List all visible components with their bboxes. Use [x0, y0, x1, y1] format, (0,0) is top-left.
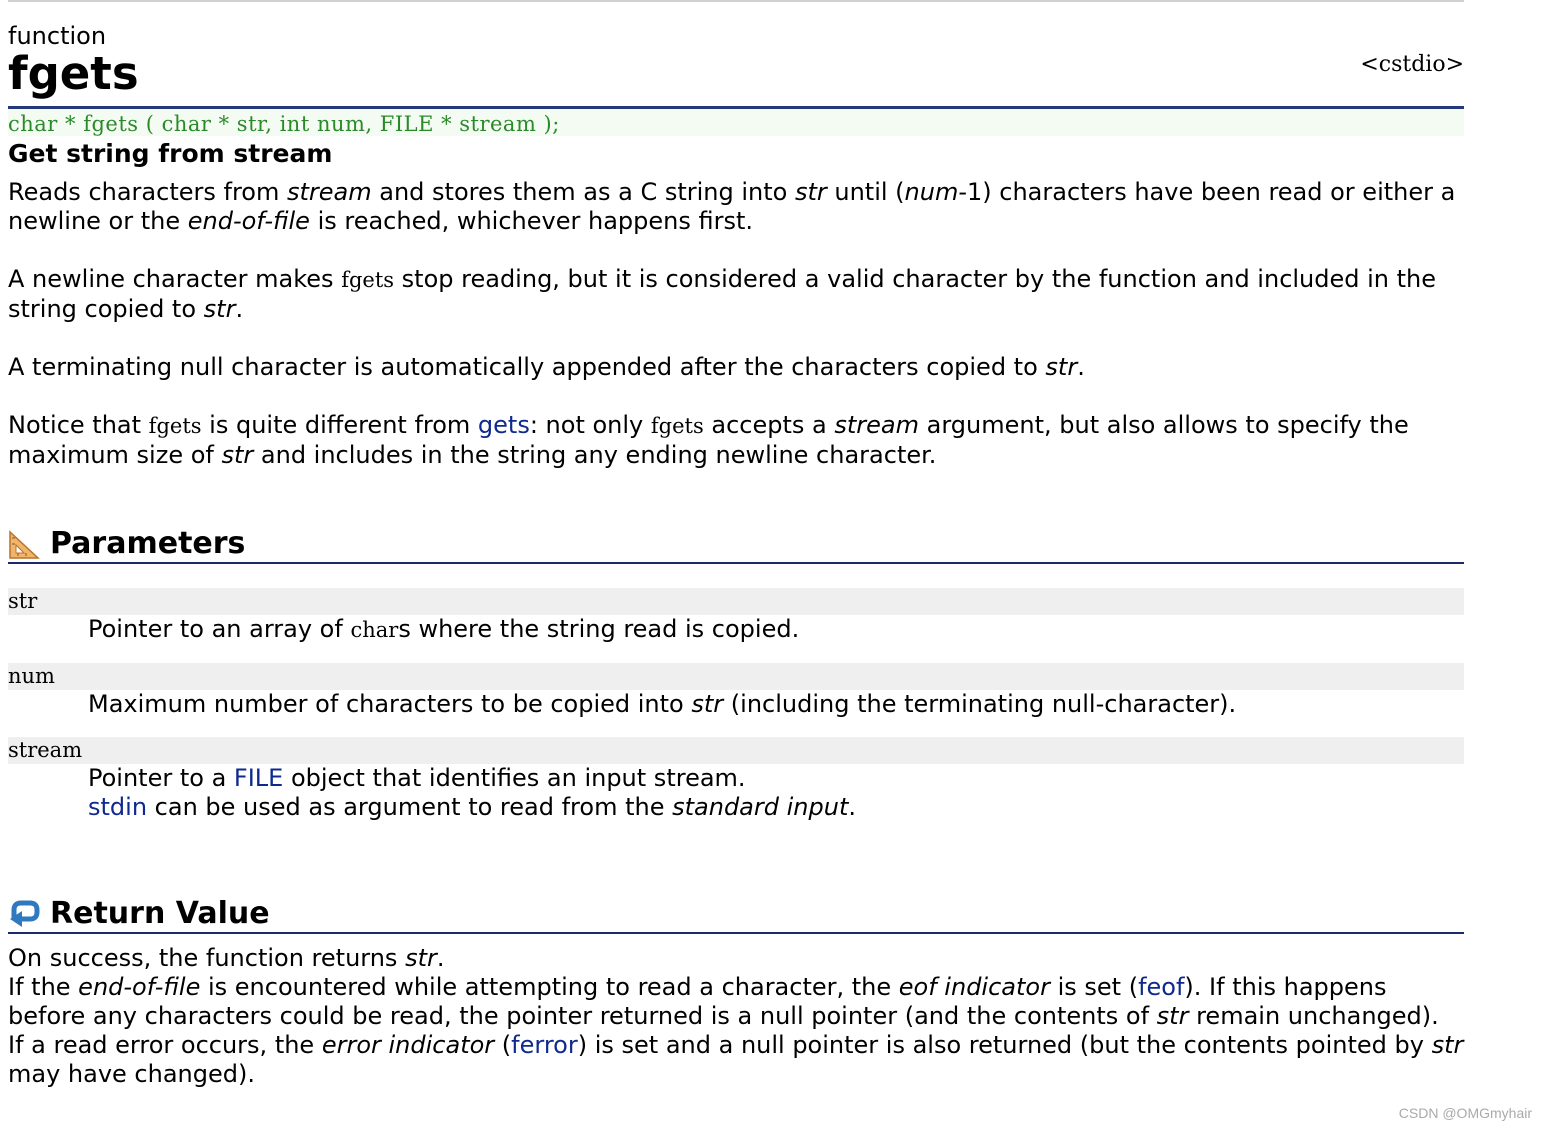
param-name: stream	[8, 737, 1464, 764]
stdin-link[interactable]: stdin	[88, 793, 148, 821]
param-description: Pointer to a FILE object that identifies an input stream. stdin can be used as argument to read from the standard input.	[88, 764, 856, 821]
function-signature: char * fgets ( char * str, int num, FILE * stream );	[8, 112, 560, 136]
gets-link[interactable]: gets	[477, 411, 530, 439]
top-divider	[8, 0, 1464, 2]
set-square-icon	[8, 528, 40, 560]
section-title: Parameters	[50, 526, 246, 561]
section-title: Return Value	[50, 896, 270, 931]
return-value-heading	[8, 894, 1464, 934]
param-str	[8, 588, 1464, 645]
return-value-text: On success, the function returns str. If the end-of-file is encountered while attempting to read a character, the eof indicator is set (feof). If this happens before any characters could be read, the pointer returned is a null pointer (and the contents of str remain unchanged). If a read error occurs, the error indicator (ferror) is set and a null pointer is also returned (but the contents pointed by str may have changed).	[8, 944, 1464, 1088]
description-paragraph: A terminating null character is automatically appended after the characters copied to str.	[8, 353, 1085, 381]
parameters-heading	[8, 524, 1464, 564]
watermark: CSDN @OMGmyhair	[1398, 1105, 1532, 1121]
description-paragraph: Reads characters from stream and stores them as a C string into str until (num-1) characters have been read or either a newline or the end-of-file is reached, whichever happens first.	[8, 178, 1456, 235]
description-paragraph: A newline character makes fgets stop reading, but it is considered a valid character by the function and included in the string copied to str.	[8, 265, 1437, 323]
param-description: Maximum number of characters to be copied into str (including the terminating null-character).	[88, 690, 1237, 718]
function-summary: Get string from stream	[8, 139, 333, 168]
return-arrow-icon	[8, 898, 40, 930]
param-stream	[8, 737, 1464, 822]
file-link[interactable]: FILE	[233, 764, 284, 792]
header-library-link[interactable]: <cstdio>	[1360, 52, 1464, 77]
param-description: Pointer to an array of chars where the string read is copied.	[88, 615, 800, 643]
entity-category: function	[8, 22, 107, 50]
param-name: num	[8, 663, 1464, 690]
signature-bar	[8, 106, 1464, 136]
ferror-link[interactable]: ferror	[511, 1031, 578, 1059]
description-paragraph: Notice that fgets is quite different from gets: not only fgets accepts a stream argument, but also allows to specify the maximum size of str and includes in the string any ending newline character.	[8, 411, 1409, 469]
param-name: str	[8, 588, 1464, 615]
page-title: fgets	[8, 47, 139, 100]
reference-page	[8, 20, 1464, 1089]
param-num	[8, 663, 1464, 719]
feof-link[interactable]: feof	[1138, 973, 1185, 1001]
